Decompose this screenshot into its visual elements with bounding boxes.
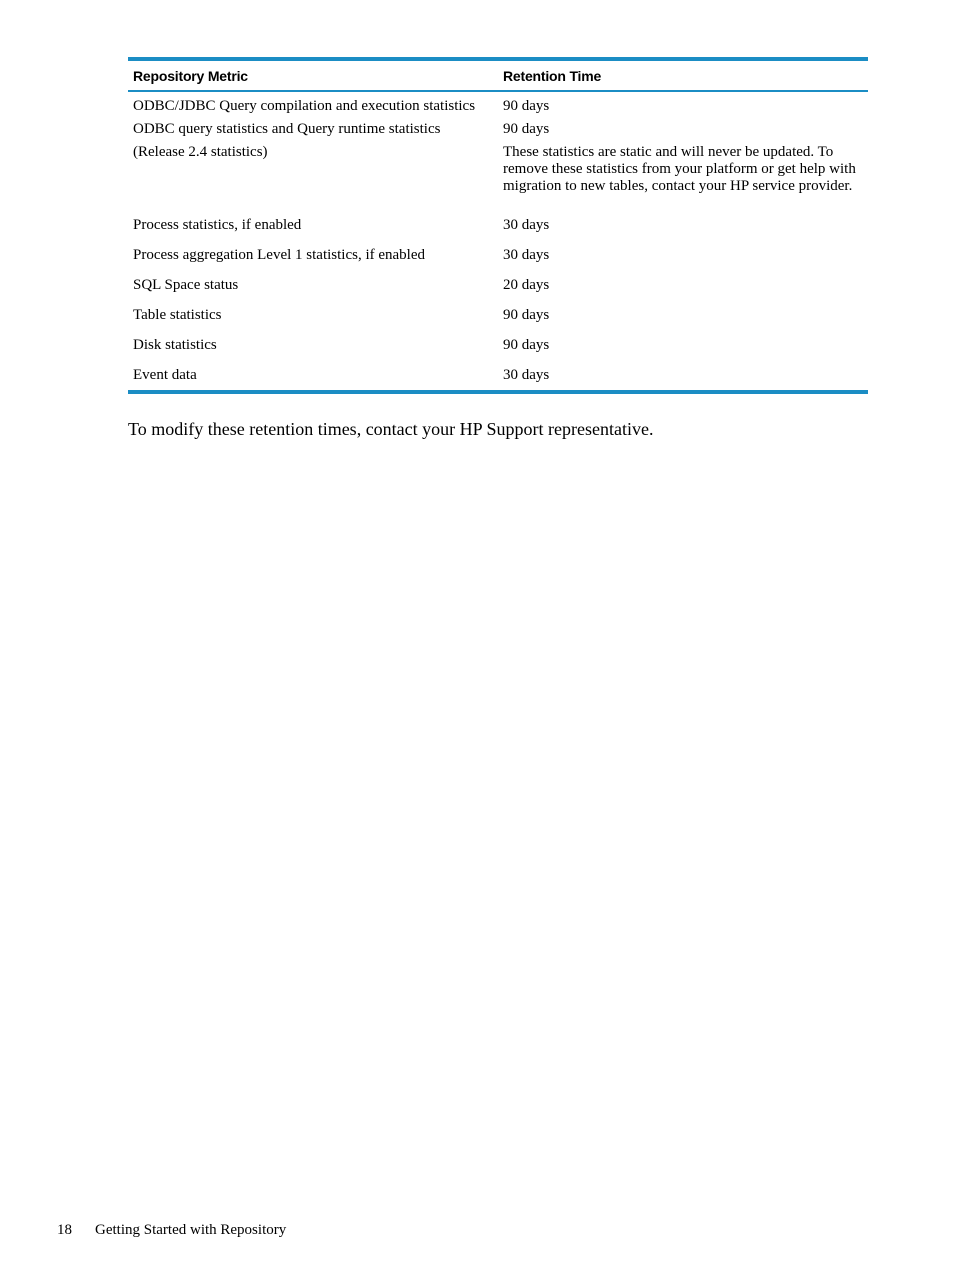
retention-cell: 30 days xyxy=(503,367,550,383)
retention-cell: 90 days xyxy=(503,98,550,114)
table-row xyxy=(128,331,868,361)
retention-table-container xyxy=(128,57,868,394)
table-row xyxy=(128,211,868,241)
metric-cell: SQL Space status xyxy=(133,277,239,293)
header-retention-time: Retention Time xyxy=(498,59,868,91)
table-row xyxy=(128,301,868,331)
retention-table xyxy=(128,57,868,394)
retention-cell: 20 days xyxy=(503,277,550,293)
table-row xyxy=(128,271,868,301)
page-footer xyxy=(57,1222,286,1239)
metric-cell: Process statistics, if enabled xyxy=(133,217,302,233)
table-row xyxy=(128,141,868,211)
retention-note: To modify these retention times, contact your HP Support representative. xyxy=(128,419,654,439)
metric-cell: Process aggregation Level 1 statistics, if enabled xyxy=(133,247,425,263)
retention-cell: These statistics are static and will never be updated. To remove these statistics from your platform or get help with migration to new tables, contact your HP service provider. xyxy=(503,144,856,194)
metric-cell: (Release 2.4 statistics) xyxy=(133,144,268,160)
table-row xyxy=(128,118,868,141)
metric-cell: ODBC query statistics and Query runtime statistics xyxy=(133,121,441,137)
metric-cell: Table statistics xyxy=(133,307,222,323)
footer-section-title: Getting Started with Repository xyxy=(95,1222,287,1238)
retention-cell: 90 days xyxy=(503,337,550,353)
table-row xyxy=(128,241,868,271)
retention-cell: 30 days xyxy=(503,247,550,263)
table-header-row xyxy=(128,59,868,91)
table-row xyxy=(128,91,868,118)
header-repository-metric: Repository Metric xyxy=(128,59,498,91)
page-number: 18 xyxy=(57,1222,72,1238)
retention-cell: 90 days xyxy=(503,121,550,137)
table-row xyxy=(128,361,868,392)
retention-cell: 30 days xyxy=(503,217,550,233)
metric-cell: ODBC/JDBC Query compilation and execution statistics xyxy=(133,98,476,114)
metric-cell: Event data xyxy=(133,367,197,383)
retention-cell: 90 days xyxy=(503,307,550,323)
metric-cell: Disk statistics xyxy=(133,337,217,353)
